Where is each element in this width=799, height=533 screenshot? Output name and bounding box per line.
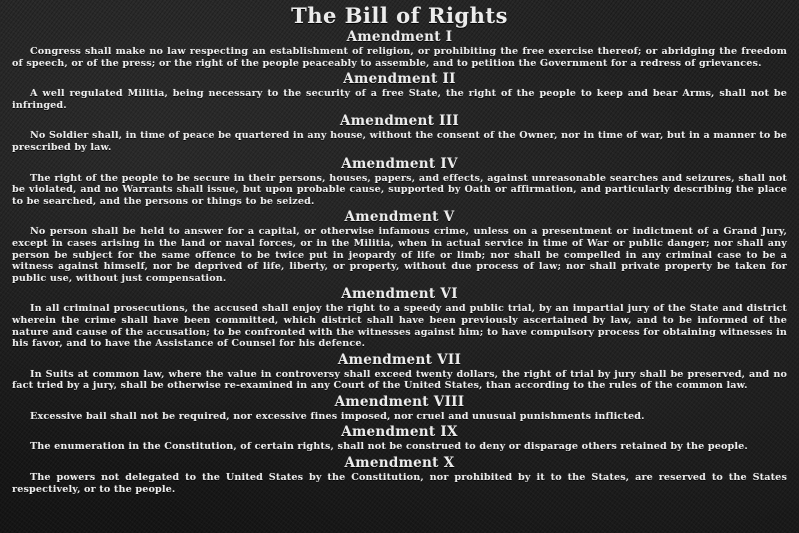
amendment-1 [12,29,787,69]
amendment-8 [12,394,787,423]
amendment-text: Congress shall make no law respecting an establishment of religion, or prohibiting the free exercise thereof; or abridging the freedom of speech, or of the press; or the right of the people peaceably to assemble, and to petition the Government for a redress of grievances. [12,46,787,69]
amendment-9 [12,424,787,453]
amendment-10 [12,455,787,495]
amendment-heading: Amendment VII [337,351,462,368]
plaque-title: The Bill of Rights [291,3,508,28]
amendment-heading: Amendment X [344,455,455,472]
amendment-text: The right of the people to be secure in their persons, houses, papers, and effects, against unreasonable searches and seizures, shall not be violated, and no Warrants shall issue, but upon probable cause, supported by Oath or affirmation, and particularly describing the place to be searched, and the persons or things to be seized. [12,172,787,207]
amendment-4 [12,156,787,208]
amendment-heading: Amendment II [343,71,456,88]
amendment-text: In all criminal prosecutions, the accused shall enjoy the right to a speedy and public trial, by an impartial jury of the State and district wherein the crime shall have been committed, which district shall have been previously ascertained by law, and to be informed of the nature and cause of the accusation; to be confronted with the witnesses against him; to have compulsory process for obtaining witnesses in his favor, and to have the Assistance of Counsel for his defence. [12,303,787,350]
amendment-7 [12,352,787,392]
amendment-text: No Soldier shall, in time of peace be quartered in any house, without the consent of the Owner, nor in time of war, but in a manner to be prescribed by law. [12,130,787,153]
amendment-text: The enumeration in the Constitution, of certain rights, shall not be construed to deny or disparage others retained by the people. [30,441,748,453]
amendment-heading: Amendment IV [341,155,458,172]
amendment-heading: Amendment V [344,209,455,226]
amendment-heading: Amendment I [346,29,453,45]
amendment-2 [12,71,787,111]
amendment-3 [12,113,787,153]
amendment-text: Excessive bail shall not be required, nor excessive fines imposed, nor cruel and unusual punishments inflicted. [30,410,645,422]
amendment-text: No person shall be held to answer for a capital, or otherwise infamous crime, unless on a presentment or indictment of a Grand Jury, except in cases arising in the land or naval forces, or in the Militia, when in actual service in time of War or public danger; nor shall any person be subject for the same offence to be twice put in jeopardy of life or limb; nor shall be compelled in any criminal case to be a witness against himself, nor be deprived of life, liberty, or property, without due process of law; nor shall private property be taken for public use, without just compensation. [12,226,787,284]
amendment-5 [12,209,787,284]
amendment-text: The powers not delegated to the United States by the Constitution, nor prohibited by it to the States, are reserved to the States respectively, or to the people. [12,472,787,495]
amendment-text: In Suits at common law, where the value in controversy shall exceed twenty dollars, the right of trial by jury shall be preserved, and no fact tried by a jury, shall be otherwise re-examined in any Court of the United States, than according to the rules of the common law. [12,368,787,392]
amendment-heading: Amendment III [339,113,460,130]
amendment-6 [12,286,787,349]
amendment-heading: Amendment VI [341,286,458,303]
amendment-heading: Amendment VIII [334,393,465,410]
amendment-heading: Amendment IX [341,424,458,441]
amendment-text: A well regulated Militia, being necessary to the security of a free State, the right of the people to keep and bear Arms, shall not be infringed. [12,88,787,111]
